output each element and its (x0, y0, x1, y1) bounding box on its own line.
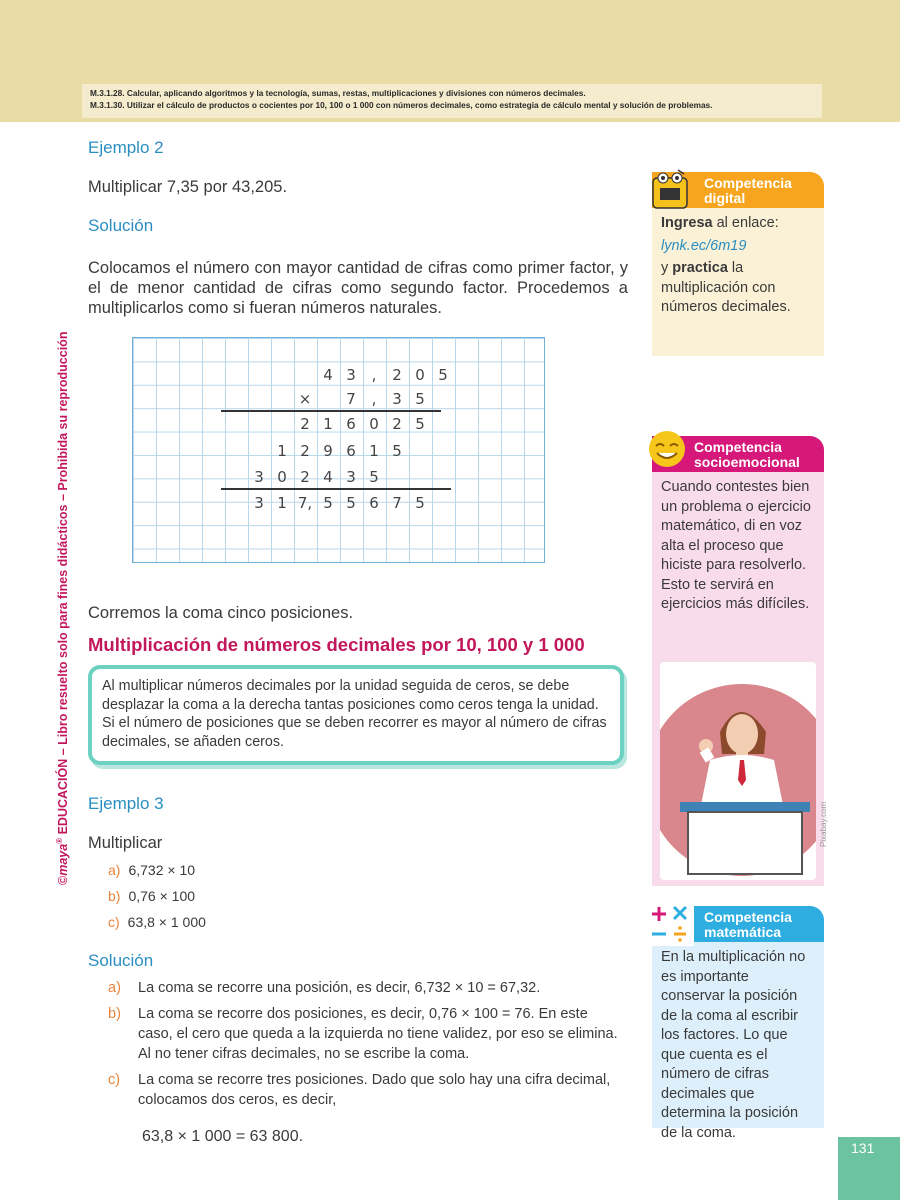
grid-digit: 2 (300, 468, 310, 486)
example-2-statement: Multiplicar 7,35 por 43,205. (88, 178, 288, 196)
grid-digit: 4 (323, 366, 333, 384)
section-title: Multiplicación de números decimales por 10, 100 y 1 000 (88, 634, 585, 655)
robot-icon (648, 168, 692, 212)
grid-digit: 3 (392, 390, 402, 408)
resource-link[interactable]: lynk.ec/6m19 (661, 237, 747, 254)
rule-box (88, 665, 624, 765)
item-label: a) (108, 862, 121, 878)
grid-rule (221, 410, 441, 412)
copyright-symbol: © (56, 875, 71, 885)
item-text: La coma se recorre una posición, es decir, 6,732 × 10 = 67,32. (138, 980, 541, 996)
competencia-socio-title-1: Competencia (694, 439, 782, 455)
page-number: 131 (838, 1137, 900, 1200)
grid-digit: 5 (415, 415, 425, 433)
grid-digit: 5 (369, 468, 379, 486)
skill-1: M.3.1.28. Calcular, aplicando algoritmos y la tecnología, sumas, restas, multiplicaciones y divisiones con números decimales. (90, 88, 586, 98)
solution-title-3: Solución (88, 951, 154, 970)
grid-digit: , (371, 390, 377, 408)
registered-symbol: ® (55, 837, 64, 844)
grid-digit: 3 (346, 366, 356, 384)
competencia-mat-title-2: matemática (704, 924, 782, 940)
competencia-mat-header (652, 906, 824, 942)
grid-digit: 0 (277, 468, 287, 486)
grid-digit: 2 (392, 366, 402, 384)
competencia-socio-header (652, 436, 824, 472)
grid-digit: 1 (277, 494, 287, 512)
practica-text: practica (672, 260, 728, 276)
competencia-digital-body (652, 208, 824, 356)
competencia-mat-body (652, 942, 824, 1141)
grid-digit: 2 (300, 415, 310, 433)
grid-digit: , (371, 366, 377, 384)
grid-digit: 5 (438, 366, 448, 384)
competencia-matematica-box (652, 906, 824, 1141)
skills-box (82, 84, 822, 118)
competencia-mat-title-1: Competencia (704, 909, 792, 925)
list-item (108, 914, 206, 940)
smiley-icon (646, 428, 688, 470)
grid-digit: 5 (323, 494, 333, 512)
grid-digit: 2 (392, 415, 402, 433)
practice-description: la multiplicación con números decimales. (661, 260, 791, 315)
grid-digit: 1 (277, 442, 287, 460)
grid-digit: 3 (254, 494, 264, 512)
ingresa-text: Ingresa (661, 215, 713, 231)
list-item (108, 1004, 618, 1064)
solution-title: Solución (88, 216, 154, 235)
item-label: c) (108, 914, 120, 930)
y-text: y (661, 260, 673, 276)
item-text: La coma se recorre dos posiciones, es decir, 0,76 × 100 = 76. En este caso, el cero que queda a la izquierda no tiene validez, por eso se elimina. Al no tener cifras decimales, no se escribe la coma. (138, 1006, 618, 1062)
competencia-socio-body (652, 472, 828, 886)
example-2-explanation: Colocamos el número con mayor cantidad de cifras como primer factor, y el de menor cantidad de cifras como segundo factor. Procedemos a multiplicarlos como si fueran números naturales. (88, 259, 628, 317)
item-text: 0,76 × 100 (128, 888, 196, 904)
teacher-illustration (660, 662, 816, 880)
competencia-digital-header (652, 172, 824, 208)
grid-digit: 2 (300, 442, 310, 460)
solution-list (108, 978, 618, 1116)
item-label: c) (108, 1072, 121, 1088)
item-text: 63,8 × 1 000 (127, 914, 206, 930)
skill-2: M.3.1.30. Utilizar el cálculo de productos o cocientes por 10, 100 o 1 000 con números decimales, como estrategia de cálculo mental y solución de problemas. (90, 100, 713, 110)
competencia-digital-title-2: digital (704, 190, 746, 206)
photo-credit: Pixabay.com (819, 801, 828, 847)
grid-digit: 0 (415, 366, 425, 384)
item-label: b) (108, 888, 121, 904)
competencia-digital-title-1: Competencia (704, 175, 792, 191)
sidebar-copyright (55, 325, 77, 885)
rule-text: Al multiplicar números decimales por la unidad seguida de ceros, se debe desplazar la coma a la derecha tantas posiciones como ceros tenga la unidad. Si el número de posiciones que se deben recorrer es mayor al número de cifras decimales, se añaden ceros. (102, 678, 607, 750)
competencia-socioemocional-box (652, 436, 828, 886)
example-3-title: Ejemplo 3 (88, 794, 164, 813)
list-item (108, 888, 206, 914)
grid-digit: 5 (392, 442, 402, 460)
grid-digit: 3 (254, 468, 264, 486)
grid-digit: 6 (346, 442, 356, 460)
copyright-text: EDUCACIÓN – Libro resuelto solo para fines didácticos – Prohibida su reproducción (56, 331, 71, 838)
competencia-digital-box (652, 172, 824, 356)
competencia-socio-title-2: socioemocional (694, 454, 800, 470)
grid-digit: 1 (369, 442, 379, 460)
brand-logo: maya (56, 843, 71, 876)
grid-digit: 0 (369, 415, 379, 433)
grid-digit: 6 (346, 415, 356, 433)
shift-comma-note: Corremos la coma cinco posiciones. (88, 604, 354, 622)
teacher-icon (660, 662, 816, 880)
item-text: 6,732 × 10 (128, 862, 196, 878)
grid-digit: 7, (297, 494, 313, 512)
competencia-mat-text: En la multiplicación no es importante conservar la posición de la coma al escribir los factores. Lo que que cuenta es el número de cifras decimales que determina la posición de la coma. (661, 949, 806, 1141)
final-equation: 63,8 × 1 000 = 63 800. (142, 1128, 304, 1145)
example-3-statement: Multiplicar (88, 834, 163, 852)
grid-digit: 4 (323, 468, 333, 486)
grid-digit: 5 (415, 390, 425, 408)
list-item (108, 978, 618, 998)
item-label: a) (108, 980, 121, 996)
item-text: La coma se recorre tres posiciones. Dado que solo hay una cifra decimal, colocamos dos ceros, es decir, (138, 1072, 611, 1108)
list-item (108, 1070, 618, 1110)
grid-digit: 5 (346, 494, 356, 512)
grid-digit: 6 (369, 494, 379, 512)
item-label: b) (108, 1006, 121, 1022)
grid-digit: 7 (346, 390, 356, 408)
math-operations-icon (648, 902, 694, 946)
exercise-list (108, 862, 206, 940)
grid-digit: 9 (323, 442, 333, 460)
grid-digit: × (298, 390, 312, 408)
grid-digit: 1 (323, 415, 333, 433)
grid-digit: 5 (415, 494, 425, 512)
competencia-socio-text: Cuando contestes bien un problema o ejercicio matemático, di en voz alta el proceso que hiciste para resolverlo. Esto te servirá en ejercicios más difíciles. (661, 479, 811, 612)
grid-rule (221, 488, 451, 490)
example-2-title: Ejemplo 2 (88, 138, 164, 157)
al-enlace-text: al enlace: (712, 215, 779, 231)
grid-digit: 7 (392, 494, 402, 512)
grid-digit: 3 (346, 468, 356, 486)
list-item (108, 862, 206, 888)
multiplication-grid (132, 337, 545, 563)
